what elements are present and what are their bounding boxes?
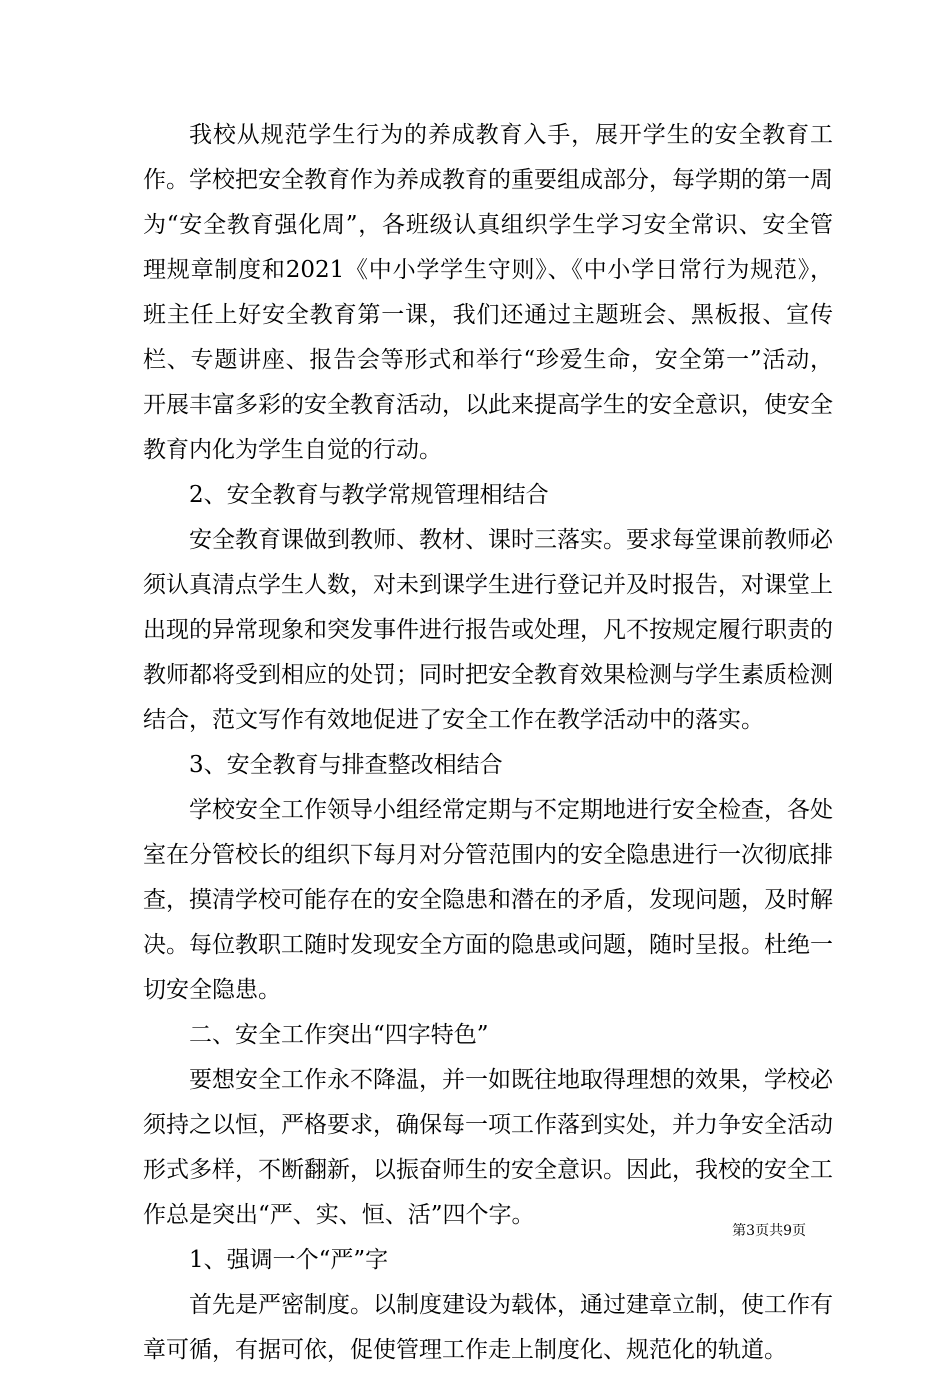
section-heading: 1、强调一个“严”字	[189, 1247, 389, 1273]
page-number-footer: 第3页共9页	[732, 1223, 806, 1239]
paragraph: 安全教育课做到教师、教材、课时三落实。要求每堂课前教师必须认真清点学生人数，对未到课学生进行登记并及时报告，对课堂上出现的异常现象和突发事件进行报告或处理，凡不按规定履行职责的教师都将受到相应的处罚；同时把安全教育效果检测与学生素质检测结合，范文写作有效地促进了安全工作在教学活动中的落实。	[143, 527, 833, 733]
paragraph: 我校从规范学生行为的养成教育入手，展开学生的安全教育工作。学校把安全教育作为养成教育的重要组成部分，每学期的第一周为“安全教育强化周”，各班级认真组织学生学习安全常识、安全管理规章制度和2021《中小学学生守则》、《中小学日常行为规范》，班主任上好安全教育第一课，我们还通过主题班会、黑板报、宣传栏、专题讲座、报告会等形式和举行“珍爱生命，安全第一”活动，开展丰富多彩的安全教育活动，以此来提高学生的安全意识，使安全教育内化为学生自觉的行动。	[143, 122, 833, 463]
section-heading: 3、安全教育与排查整改相结合	[189, 752, 503, 778]
section-heading: 二、安全工作突出“四字特色”	[189, 1022, 489, 1048]
document-body	[143, 113, 833, 1373]
section-heading: 2、安全教育与教学常规管理相结合	[189, 482, 549, 508]
paragraph: 学校安全工作领导小组经常定期与不定期地进行安全检查，各处室在分管校长的组织下每月对分管范围内的安全隐患进行一次彻底排查，摸清学校可能存在的安全隐患和潜在的矛盾，发现问题，及时解决。每位教职工随时发现安全方面的隐患或问题，随时呈报。杜绝一切安全隐患。	[143, 797, 833, 1003]
paragraph: 首先是严密制度。以制度建设为载体，通过建章立制，使工作有章可循，有据可依，促使管理工作走上制度化、规范化的轨道。	[143, 1292, 833, 1363]
paragraph: 要想安全工作永不降温，并一如既往地取得理想的效果，学校必须持之以恒，严格要求，确保每一项工作落到实处，并力争安全活动形式多样，不断翻新，以振奋师生的安全意识。因此，我校的安全工作总是突出“严、实、恒、活”四个字。	[143, 1067, 833, 1228]
